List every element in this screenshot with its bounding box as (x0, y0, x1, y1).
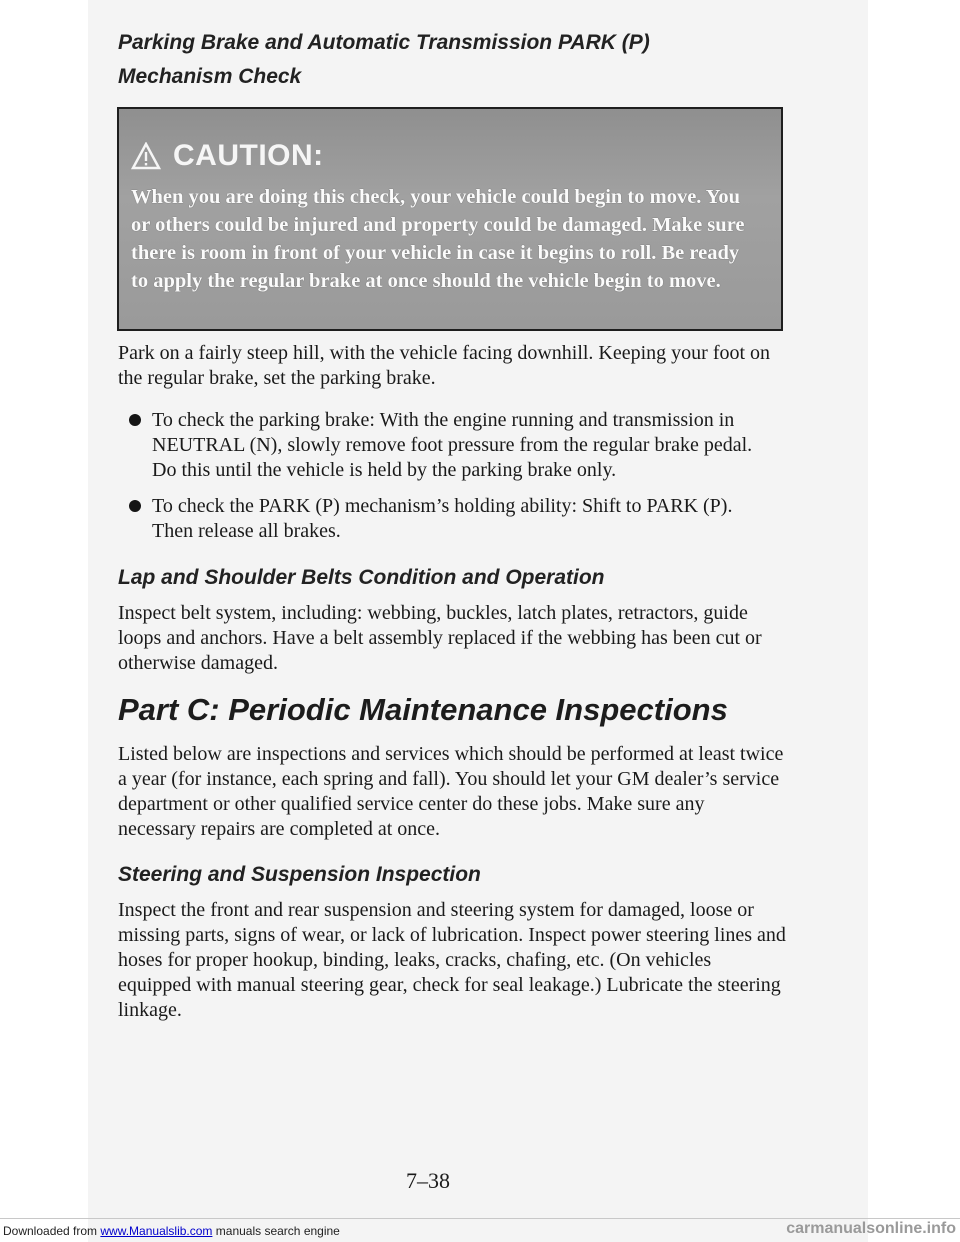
footer-bar (0, 1218, 960, 1242)
section-title-parking-brake (118, 26, 758, 94)
footer-watermark: carmanualsonline.info (786, 1220, 956, 1237)
list-item (127, 494, 767, 544)
caution-box (117, 107, 783, 331)
list-item-text: To check the parking brake: With the engine running and transmission in NEUTRAL (N), slowly remove foot pressure from the regular brake pedal. Do this until the vehicle is held by the parking brake only. (152, 409, 753, 481)
belts-paragraph: Inspect belt system, including: webbing, buckles, latch plates, retractors, guide loops and anchors. Have a belt assembly replaced if the webbing has been cut or otherwise damaged. (118, 602, 762, 674)
page-number: 7–38 (406, 1168, 450, 1193)
footer-divider (0, 1218, 960, 1219)
manualslib-link[interactable]: www.Manualslib.com (100, 1224, 213, 1238)
steering-paragraph: Inspect the front and rear suspension and steering system for damaged, loose or missing parts, signs of wear, or lack of lubrication. Inspect power steering lines and hoses for proper hookup, binding, leaks, cracks, chafing, etc. (On vehicles equipped with manual steering gear, check for seal leakage.) Lubricate the steering linkage. (118, 899, 786, 1021)
caution-text: When you are doing this check, your vehicle could begin to move. You or others could be injured and property could be damaged. Make sure there is room in front of your vehicle in case it begins to roll. Be ready to apply the regular brake at once should the vehicle begin to move. (131, 186, 745, 292)
check-list (127, 408, 767, 544)
bullet-icon (129, 500, 141, 512)
intro-paragraph: Park on a fairly steep hill, with the vehicle facing downhill. Keeping your foot on the regular brake, set the parking brake. (118, 342, 771, 389)
footer-prefix: Downloaded from (3, 1224, 101, 1238)
footer-download-text (3, 1224, 340, 1238)
part-c-paragraph: Listed below are inspections and services which should be performed at least twice a year (for instance, each spring and fall). You should let your GM dealer’s service department or other qualified service center do these jobs. Make sure any necessary repairs are completed at once. (118, 743, 784, 840)
caution-label: CAUTION: (173, 139, 324, 172)
section-title-belts: Lap and Shoulder Belts Condition and Operation (118, 566, 605, 589)
section-title-steering: Steering and Suspension Inspection (118, 863, 481, 886)
caution-heading (131, 139, 324, 173)
bullet-icon (129, 414, 141, 426)
warning-triangle-icon (131, 142, 161, 170)
list-item-text: To check the PARK (P) mechanism’s holding ability: Shift to PARK (P). Then release all brakes. (152, 495, 733, 542)
list-item (127, 408, 767, 483)
section-title-line1: Parking Brake and Automatic Transmission PARK (P) (118, 31, 650, 54)
section-title-line2: Mechanism Check (118, 65, 302, 88)
part-c-title: Part C: Periodic Maintenance Inspections (118, 692, 728, 727)
footer-suffix: manuals search engine (212, 1224, 340, 1238)
